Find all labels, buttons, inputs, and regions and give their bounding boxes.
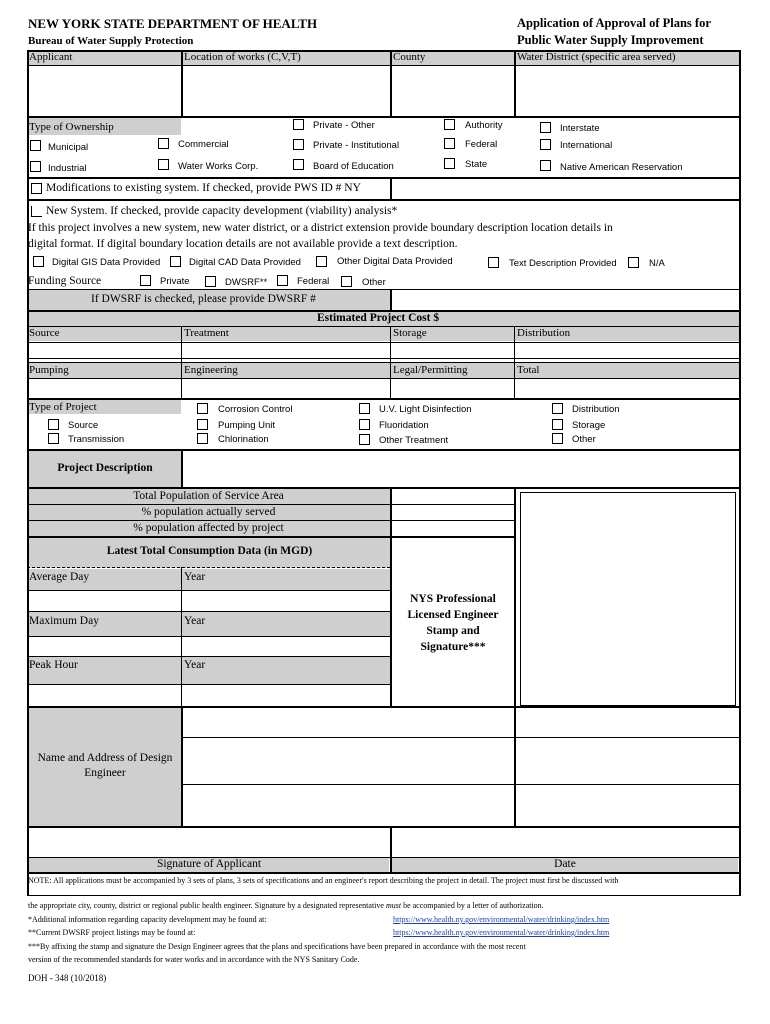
note-line-6: version of the recommended standards for water works and in accordance with the NYS Sanitary Code. bbox=[28, 955, 360, 964]
cost-source-label: Source bbox=[29, 327, 60, 339]
international-checkbox[interactable] bbox=[540, 139, 551, 150]
text-desc-label: Text Description Provided bbox=[509, 258, 617, 269]
funding-dwsrf-checkbox[interactable] bbox=[205, 276, 216, 287]
pt-pumping-label: Pumping Unit bbox=[218, 420, 276, 431]
pt-uv-label: U.V. Light Disinfection bbox=[379, 404, 472, 415]
cost-treatment-label: Treatment bbox=[184, 327, 229, 339]
bureau-name: Bureau of Water Supply Protection bbox=[28, 35, 194, 47]
population-affected-field[interactable] bbox=[392, 521, 513, 535]
avg-day-year-field[interactable] bbox=[183, 591, 389, 610]
cost-legal-label: Legal/Permitting bbox=[393, 364, 468, 376]
cost-distribution-label: Distribution bbox=[517, 327, 571, 339]
cost-engineering-field[interactable] bbox=[183, 380, 389, 397]
project-type-label: Type of Project bbox=[29, 401, 97, 413]
peak-hour-value-field[interactable] bbox=[29, 685, 180, 705]
cost-distribution-field[interactable] bbox=[516, 343, 738, 357]
cost-row2-band bbox=[27, 363, 740, 378]
funding-federal-label: Federal bbox=[297, 276, 330, 287]
text-desc-checkbox[interactable] bbox=[488, 257, 499, 268]
pt-distribution-label: Distribution bbox=[572, 404, 620, 415]
cost-title: Estimated Project Cost $ bbox=[317, 312, 440, 324]
funding-federal-checkbox[interactable] bbox=[277, 275, 288, 286]
federal-label: Federal bbox=[465, 139, 498, 150]
pt-other-checkbox[interactable] bbox=[552, 433, 563, 444]
peak-hour-year-label: Year bbox=[184, 659, 206, 671]
new-system-label: New System. If checked, provide capacity development (viability) analysis* bbox=[46, 205, 398, 217]
dwsrf-listing-link[interactable]: https://www.health.ny.gov/environmental/water/drinking/index.htm bbox=[393, 928, 610, 937]
pt-uv-checkbox[interactable] bbox=[359, 403, 370, 414]
boundary-text-2: digital format. If digital boundary location details are not available provide a text description. bbox=[28, 238, 458, 250]
capacity-dev-link[interactable]: https://www.health.ny.gov/environmental/water/drinking/index.htm bbox=[393, 915, 610, 924]
pt-fluoridation-checkbox[interactable] bbox=[359, 419, 370, 430]
note-line-2: the appropriate city, county, district or regional public health engineer. Signature by a designated representative must be accompanied by a letter of authorization. bbox=[28, 901, 544, 910]
authority-checkbox[interactable] bbox=[444, 119, 455, 130]
pt-storage-checkbox[interactable] bbox=[552, 419, 563, 430]
dwsrf-number-field[interactable] bbox=[392, 291, 738, 310]
design-engineer-name-field[interactable] bbox=[184, 709, 738, 736]
avg-day-value-field[interactable] bbox=[29, 591, 180, 610]
cost-engineering-label: Engineering bbox=[184, 364, 238, 376]
commercial-label: Commercial bbox=[178, 139, 229, 150]
new-system-checkbox[interactable] bbox=[31, 206, 42, 217]
water-district-label: Water District (specific area served) bbox=[517, 51, 676, 63]
state-checkbox[interactable] bbox=[444, 158, 455, 169]
cost-pumping-label: Pumping bbox=[29, 364, 69, 376]
cad-checkbox[interactable] bbox=[170, 256, 181, 267]
modifications-label: Modifications to existing system. If checked, provide PWS ID # NY bbox=[46, 182, 361, 194]
county-label: County bbox=[393, 51, 426, 63]
engineer-stamp-box[interactable] bbox=[520, 492, 736, 706]
date-field[interactable] bbox=[392, 828, 738, 856]
pt-transmission-checkbox[interactable] bbox=[48, 433, 59, 444]
modifications-checkbox[interactable] bbox=[31, 183, 42, 194]
native-american-label: Native American Reservation bbox=[560, 162, 683, 173]
pt-other-treatment-checkbox[interactable] bbox=[359, 434, 370, 445]
board-education-label: Board of Education bbox=[313, 161, 394, 172]
pt-chlorination-label: Chlorination bbox=[218, 434, 269, 445]
private-other-checkbox[interactable] bbox=[293, 119, 304, 130]
pt-transmission-label: Transmission bbox=[68, 434, 125, 445]
interstate-checkbox[interactable] bbox=[540, 122, 551, 133]
cost-pumping-field[interactable] bbox=[29, 380, 180, 397]
design-engineer-address-field[interactable] bbox=[184, 739, 738, 783]
pt-corrosion-label: Corrosion Control bbox=[218, 404, 293, 415]
pt-distribution-checkbox[interactable] bbox=[552, 403, 563, 414]
project-desc-field[interactable] bbox=[184, 451, 738, 487]
water-district-field[interactable] bbox=[516, 66, 738, 116]
na-label: N/A bbox=[649, 258, 665, 269]
commercial-checkbox[interactable] bbox=[158, 138, 169, 149]
other-digital-label: Other Digital Data Provided bbox=[337, 256, 453, 267]
pt-source-checkbox[interactable] bbox=[48, 419, 59, 430]
interstate-label: Interstate bbox=[560, 123, 600, 134]
cost-total-label: Total bbox=[517, 364, 540, 376]
population-total-label: Total Population of Service Area bbox=[133, 490, 284, 502]
cost-treatment-field[interactable] bbox=[183, 343, 389, 357]
funding-private-checkbox[interactable] bbox=[140, 275, 151, 286]
pt-pumping-checkbox[interactable] bbox=[197, 419, 208, 430]
stamp-line2: Licensed Engineer bbox=[407, 609, 499, 621]
international-label: International bbox=[560, 140, 613, 151]
stamp-line4: Signature*** bbox=[420, 641, 486, 653]
form-title-line1: Application of Approval of Plans for bbox=[517, 16, 711, 30]
industrial-checkbox[interactable] bbox=[30, 161, 41, 172]
pt-other-treatment-label: Other Treatment bbox=[379, 435, 449, 446]
state-label: State bbox=[465, 159, 488, 170]
cost-storage-field[interactable] bbox=[392, 343, 513, 357]
water-works-label: Water Works Corp. bbox=[178, 161, 259, 172]
boundary-text-1: If this project involves a new system, new water district, or a district extension provide boundary description location details in bbox=[28, 222, 613, 234]
pws-id-field[interactable] bbox=[392, 179, 738, 199]
max-day-label: Maximum Day bbox=[29, 615, 99, 627]
cad-label: Digital CAD Data Provided bbox=[189, 257, 301, 268]
form-title-line2: Public Water Supply Improvement bbox=[517, 33, 704, 47]
funding-private-label: Private bbox=[160, 276, 190, 287]
max-day-year-field[interactable] bbox=[183, 637, 389, 655]
population-total-field[interactable] bbox=[392, 489, 513, 503]
population-served-field[interactable] bbox=[392, 505, 513, 519]
private-institutional-label: Private - Institutional bbox=[313, 140, 400, 151]
signature-label: Signature of Applicant bbox=[156, 858, 262, 870]
cost-storage-label: Storage bbox=[393, 327, 427, 339]
population-affected-label: % population affected by project bbox=[133, 522, 284, 534]
design-engineer-contact-field[interactable] bbox=[184, 786, 738, 825]
date-label: Date bbox=[554, 858, 576, 870]
consumption-title: Latest Total Consumption Data (in MGD) bbox=[106, 545, 313, 557]
native-american-checkbox[interactable] bbox=[540, 160, 551, 171]
federal-checkbox[interactable] bbox=[444, 138, 455, 149]
max-day-value-field[interactable] bbox=[29, 637, 180, 655]
board-education-checkbox[interactable] bbox=[293, 159, 304, 170]
ownership-label: Type of Ownership bbox=[29, 121, 114, 133]
cost-total-field[interactable] bbox=[516, 380, 738, 397]
pt-storage-label: Storage bbox=[572, 420, 606, 431]
dwsrf-prompt: If DWSRF is checked, please provide DWSRF # bbox=[91, 293, 316, 305]
na-checkbox[interactable] bbox=[628, 257, 639, 268]
avg-day-year-label: Year bbox=[184, 571, 206, 583]
funding-dwsrf-label: DWSRF** bbox=[225, 277, 268, 288]
pt-fluoridation-label: Fluoridation bbox=[379, 420, 429, 431]
location-label: Location of works (C,V,T) bbox=[184, 51, 301, 63]
signature-field[interactable] bbox=[29, 828, 389, 856]
funding-label: Funding Source bbox=[28, 275, 102, 287]
county-field[interactable] bbox=[392, 66, 513, 116]
cost-row1-band bbox=[27, 327, 740, 341]
municipal-label: Municipal bbox=[48, 142, 89, 153]
note-line-4: **Current DWSRF project listings may be found at: bbox=[28, 928, 196, 937]
gis-checkbox[interactable] bbox=[33, 256, 44, 267]
industrial-label: Industrial bbox=[48, 163, 87, 174]
design-engineer-label-1: Name and Address of Design bbox=[37, 752, 173, 764]
other-digital-checkbox[interactable] bbox=[316, 256, 327, 267]
peak-hour-label: Peak Hour bbox=[29, 659, 78, 671]
pt-source-label: Source bbox=[68, 420, 99, 431]
form-id: DOH - 348 (10/2018) bbox=[28, 973, 107, 983]
note-line-1: NOTE: All applications must be accompanied by 3 sets of plans, 3 sets of specifications and an engineer's report describing the project in detail. The project must first be discussed with bbox=[28, 876, 619, 885]
private-other-label: Private - Other bbox=[313, 120, 375, 131]
pt-chlorination-checkbox[interactable] bbox=[197, 433, 208, 444]
funding-other-checkbox[interactable] bbox=[341, 276, 352, 287]
gis-label: Digital GIS Data Provided bbox=[52, 257, 161, 268]
private-institutional-checkbox[interactable] bbox=[293, 139, 304, 150]
population-served-label: % population actually served bbox=[141, 506, 276, 518]
municipal-checkbox[interactable] bbox=[30, 140, 41, 151]
pt-other-label: Other bbox=[572, 434, 596, 445]
peak-hour-year-field[interactable] bbox=[183, 685, 389, 705]
cost-legal-field[interactable] bbox=[392, 380, 513, 397]
pt-corrosion-checkbox[interactable] bbox=[197, 403, 208, 414]
peak-hour-band bbox=[29, 657, 390, 684]
stamp-line1: NYS Professional bbox=[410, 593, 496, 605]
applicant-label: Applicant bbox=[29, 51, 73, 63]
avg-day-label: Average Day bbox=[29, 571, 90, 583]
location-field[interactable] bbox=[183, 66, 389, 116]
dept-title: NEW YORK STATE DEPARTMENT OF HEALTH bbox=[28, 16, 318, 31]
applicant-field[interactable] bbox=[29, 66, 180, 116]
funding-other-label: Other bbox=[362, 277, 386, 288]
max-day-year-label: Year bbox=[184, 615, 206, 627]
project-desc-label: Project Description bbox=[57, 462, 153, 474]
water-works-checkbox[interactable] bbox=[158, 159, 169, 170]
design-engineer-label-2: Engineer bbox=[84, 767, 126, 779]
authority-label: Authority bbox=[465, 120, 503, 131]
cost-source-field[interactable] bbox=[29, 343, 180, 357]
stamp-line3: Stamp and bbox=[426, 625, 480, 637]
note-line-3: *Additional information regarding capacity development may be found at: bbox=[28, 915, 267, 924]
note-line-5: ***By affixing the stamp and signature the Design Engineer agrees that the plans and specifications have been prepared in accordance with the most recent bbox=[28, 942, 526, 951]
